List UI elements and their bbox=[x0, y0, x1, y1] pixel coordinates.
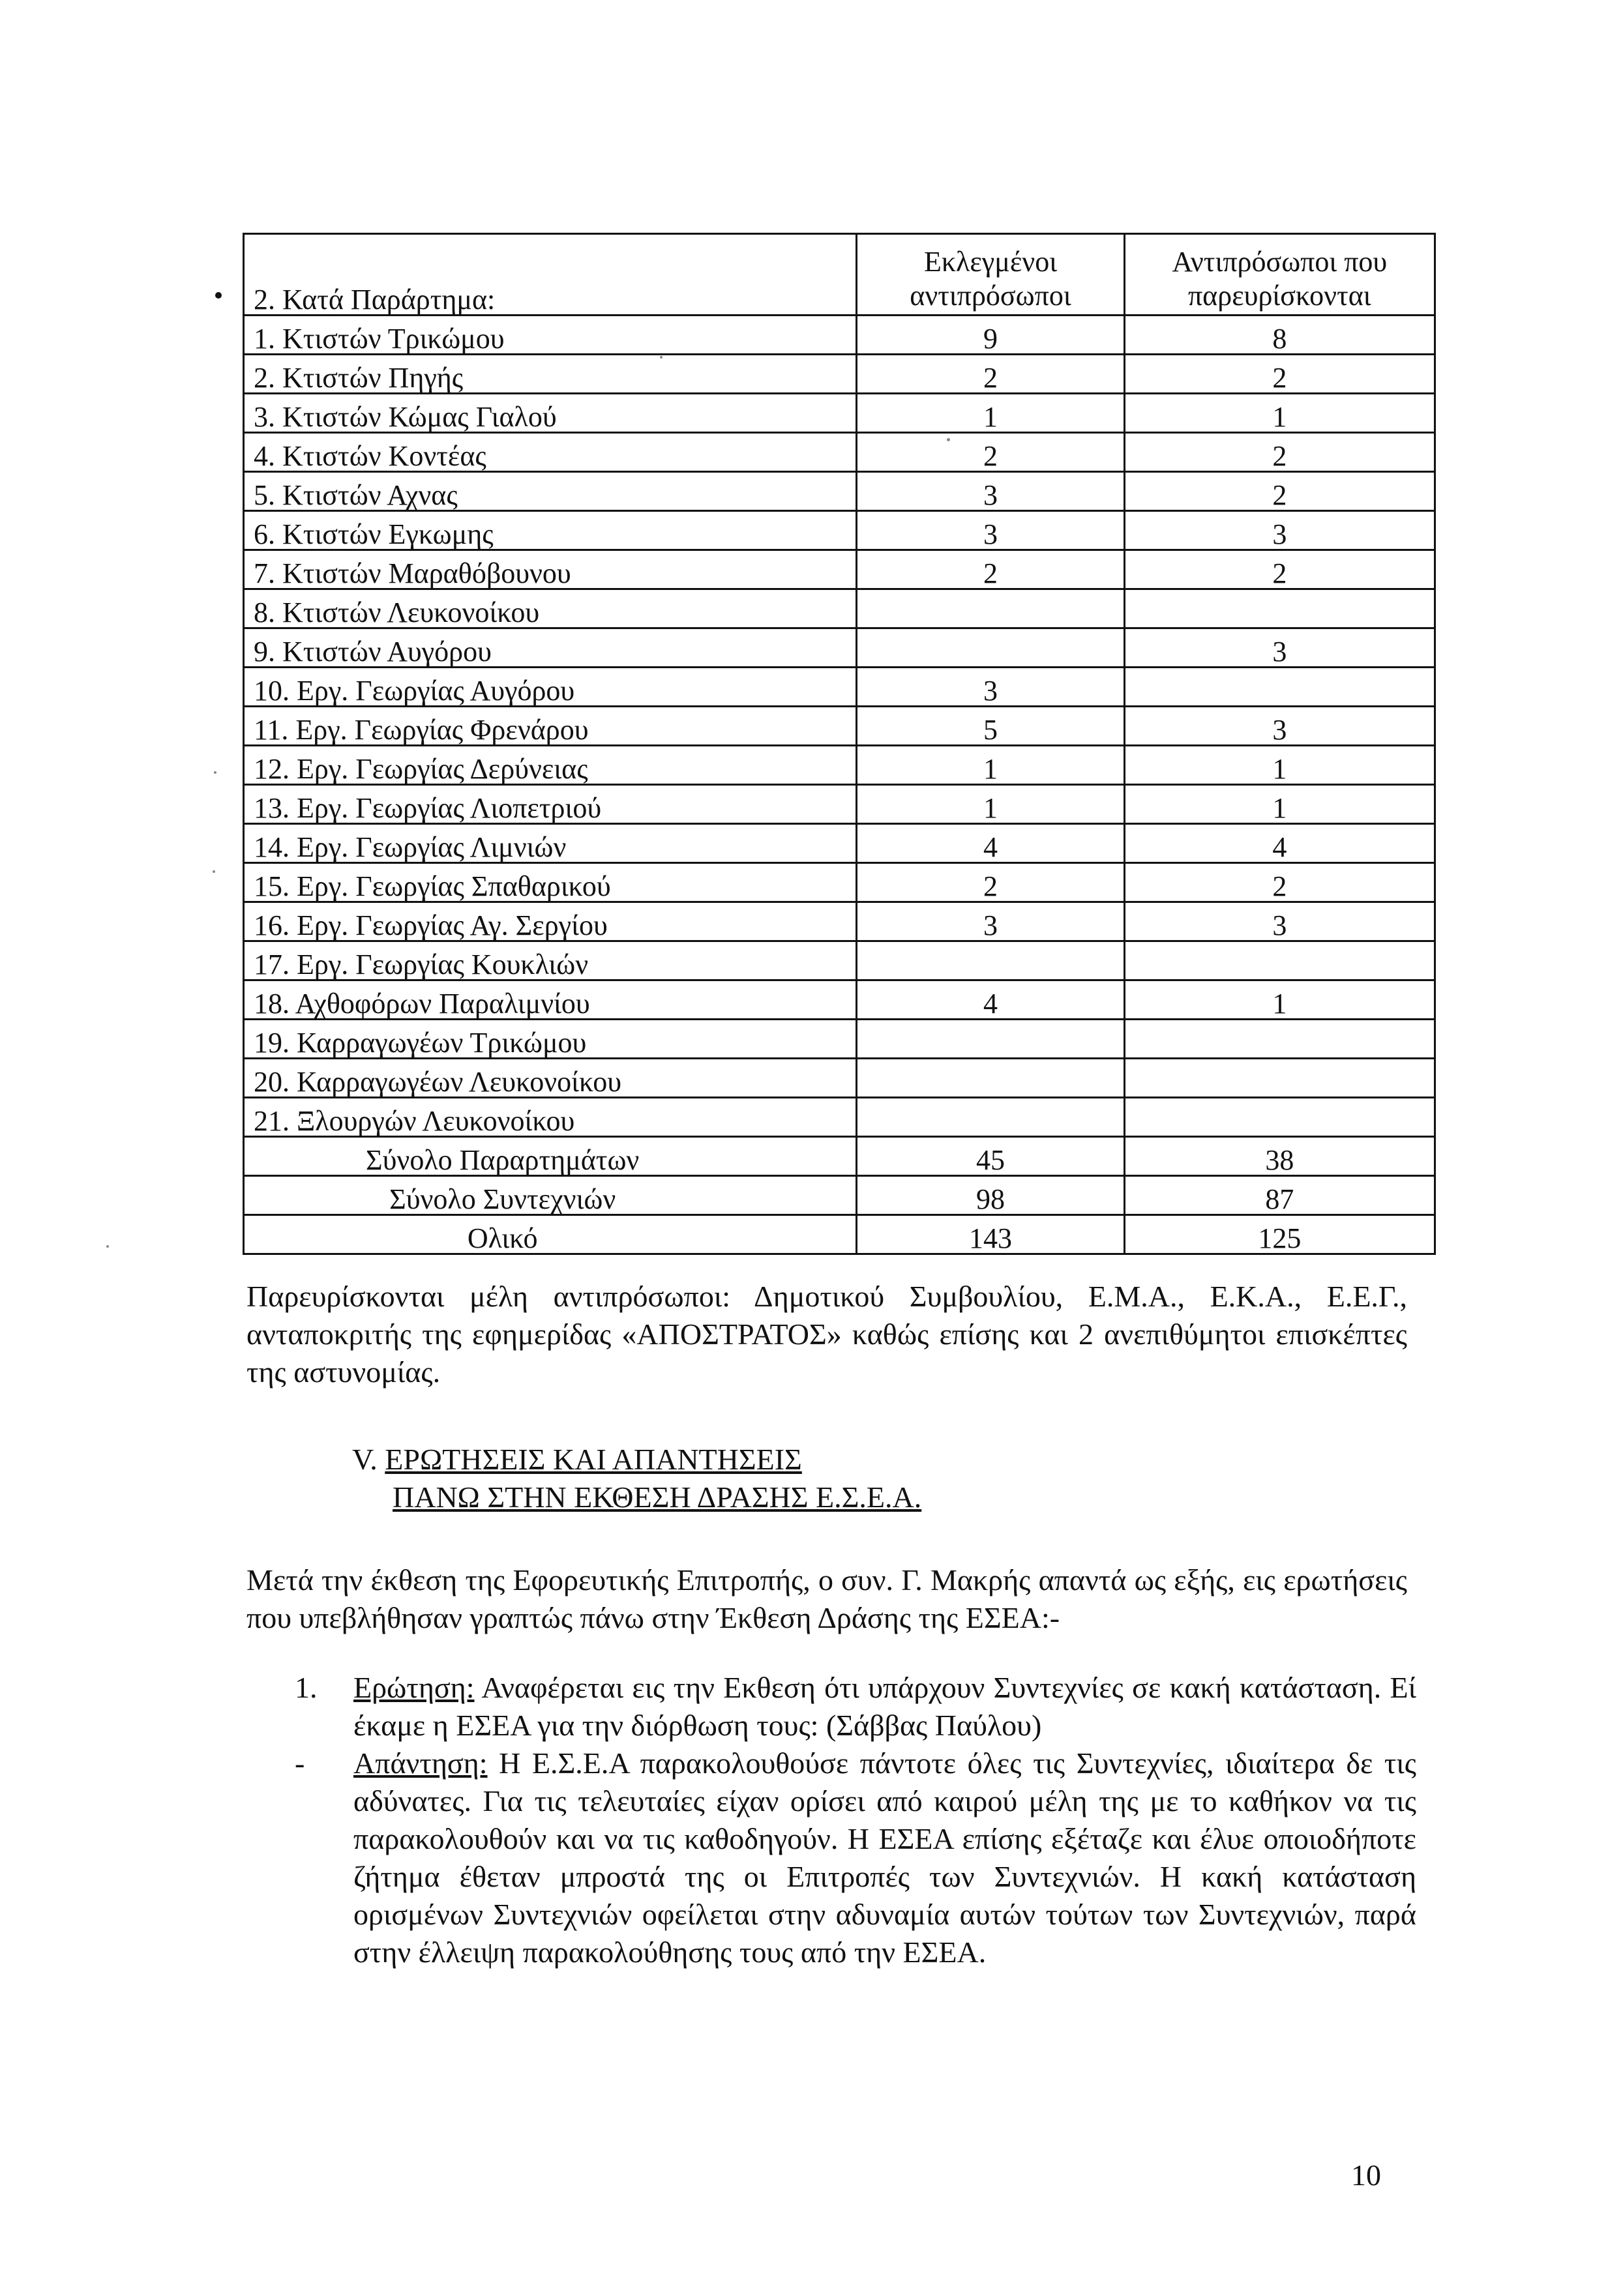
question-marker: 1. bbox=[295, 1671, 318, 1704]
row-present: 3 bbox=[1124, 628, 1435, 668]
total-row bbox=[244, 1215, 1435, 1254]
row-present bbox=[1124, 1020, 1435, 1059]
table-row bbox=[244, 316, 1435, 355]
row-label: 6. Κτιστών Εγκωμης bbox=[244, 511, 857, 550]
row-elected: 2 bbox=[857, 433, 1124, 472]
row-elected: 1 bbox=[857, 746, 1124, 785]
page-number: 10 bbox=[1351, 2158, 1381, 2192]
row-label: 12. Εργ. Γεωργίας Δερύνειας bbox=[244, 746, 857, 785]
total-elected: 143 bbox=[857, 1215, 1124, 1254]
total-present: 87 bbox=[1124, 1176, 1435, 1215]
table-row bbox=[244, 941, 1435, 980]
answer-marker: - bbox=[295, 1746, 305, 1780]
row-present: 1 bbox=[1124, 394, 1435, 433]
section-title-line1: ΕΡΩΤΗΣΕΙΣ ΚΑΙ ΑΠΑΝΤΗΣΕΙΣ bbox=[385, 1443, 802, 1476]
row-label: 18. Αχθοφόρων Παραλιμνίου bbox=[244, 980, 857, 1020]
table-row bbox=[244, 1059, 1435, 1098]
table-header-row bbox=[244, 234, 1435, 316]
row-label: 8. Κτιστών Λευκονοίκου bbox=[244, 589, 857, 628]
row-label: 20. Καρραγωγέων Λευκονοίκου bbox=[244, 1059, 857, 1098]
row-present bbox=[1124, 589, 1435, 628]
row-present: 3 bbox=[1124, 511, 1435, 550]
question-text: Αναφέρεται εις την Εκθεση ότι υπάρχουν Συντεχνίες σε κακή κατάσταση. Εί έκαμε η ΕΣΕΑ για την διόρθωση τους: (Σάββας Παύλου) bbox=[353, 1671, 1416, 1742]
row-elected bbox=[857, 628, 1124, 668]
question-label: Ερώτηση: bbox=[353, 1671, 475, 1704]
row-elected bbox=[857, 589, 1124, 628]
table-row bbox=[244, 550, 1435, 589]
row-present bbox=[1124, 941, 1435, 980]
row-elected: 2 bbox=[857, 355, 1124, 394]
row-present: 2 bbox=[1124, 355, 1435, 394]
row-elected: 1 bbox=[857, 394, 1124, 433]
table-row bbox=[244, 394, 1435, 433]
row-present: 1 bbox=[1124, 746, 1435, 785]
row-present: 2 bbox=[1124, 550, 1435, 589]
row-label: 15. Εργ. Γεωργίας Σπαθαρικού bbox=[244, 863, 857, 902]
row-label: 4. Κτιστών Κοντέας bbox=[244, 433, 857, 472]
table-row bbox=[244, 785, 1435, 824]
table-row bbox=[244, 628, 1435, 668]
row-elected: 3 bbox=[857, 511, 1124, 550]
table-row bbox=[244, 980, 1435, 1020]
table-row bbox=[244, 668, 1435, 707]
row-elected: 3 bbox=[857, 668, 1124, 707]
scan-speck bbox=[947, 438, 950, 441]
row-label: 11. Εργ. Γεωργίας Φρενάρου bbox=[244, 707, 857, 746]
row-present: 1 bbox=[1124, 980, 1435, 1020]
total-row bbox=[244, 1176, 1435, 1215]
row-label: 7. Κτιστών Μαραθόβουνου bbox=[244, 550, 857, 589]
row-elected: 2 bbox=[857, 550, 1124, 589]
row-elected: 5 bbox=[857, 707, 1124, 746]
row-present: 3 bbox=[1124, 902, 1435, 941]
section-number: V. bbox=[352, 1443, 378, 1476]
row-label: 21. Ξλουργών Λευκονοίκου bbox=[244, 1098, 857, 1137]
row-present bbox=[1124, 1098, 1435, 1137]
intro-paragraph: Μετά την έκθεση της Εφορευτικής Επιτροπής, ο συν. Γ. Μακρής απαντά ως εξής, εις ερωτήσεις που υπεβλήθησαν γραπτώς πάνω στην Έκθεση Δράσης της ΕΣΕΑ:- bbox=[246, 1563, 1407, 1634]
row-elected: 9 bbox=[857, 316, 1124, 355]
row-label: 3. Κτιστών Κώμας Γιαλού bbox=[244, 394, 857, 433]
total-present: 125 bbox=[1124, 1215, 1435, 1254]
row-label: 16. Εργ. Γεωργίας Αγ. Σεργίου bbox=[244, 902, 857, 941]
row-present: 8 bbox=[1124, 316, 1435, 355]
attendance-note: Παρευρίσκονται μέλη αντιπρόσωποι: Δημοτικού Συμβουλίου, Ε.Μ.Α., Ε.Κ.Α., Ε.Ε.Γ., ανταποκριτής της εφημερίδας «ΑΠΟΣΤΡΑΤΟΣ» καθώς επίσης και 2 ανεπιθύμητοι επισκέπτες της αστυνομίας. bbox=[246, 1280, 1407, 1389]
header-elected: Εκλεγμένοι αντιπρόσωποι bbox=[857, 234, 1124, 316]
table-row bbox=[244, 433, 1435, 472]
total-present: 38 bbox=[1124, 1137, 1435, 1176]
section-title-line2: ΠΑΝΩ ΣΤΗΝ ΕΚΘΕΣΗ ΔΡΑΣΗΣ Ε.Σ.Ε.Α. bbox=[393, 1480, 922, 1514]
header-present: Αντιπρόσωποι που παρευρίσκονται bbox=[1124, 234, 1435, 316]
bullet-mark bbox=[215, 292, 222, 299]
row-elected: 3 bbox=[857, 902, 1124, 941]
row-present bbox=[1124, 668, 1435, 707]
table-row bbox=[244, 746, 1435, 785]
row-elected: 3 bbox=[857, 472, 1124, 511]
total-label: Σύνολο Συντεχνιών bbox=[244, 1176, 857, 1215]
row-label: 13. Εργ. Γεωργίας Λιοπετριού bbox=[244, 785, 857, 824]
row-label: 1. Κτιστών Τρικώμου bbox=[244, 316, 857, 355]
representatives-table bbox=[243, 233, 1436, 1255]
row-label: 19. Καρραγωγέων Τρικώμου bbox=[244, 1020, 857, 1059]
table-row bbox=[244, 511, 1435, 550]
total-elected: 45 bbox=[857, 1137, 1124, 1176]
row-elected: 4 bbox=[857, 824, 1124, 863]
row-label: 17. Εργ. Γεωργίας Κουκλιών bbox=[244, 941, 857, 980]
row-label: 9. Κτιστών Αυγόρου bbox=[244, 628, 857, 668]
row-elected bbox=[857, 1098, 1124, 1137]
table-row bbox=[244, 1020, 1435, 1059]
table-row bbox=[244, 824, 1435, 863]
row-present: 4 bbox=[1124, 824, 1435, 863]
row-elected: 2 bbox=[857, 863, 1124, 902]
row-elected bbox=[857, 941, 1124, 980]
row-elected: 1 bbox=[857, 785, 1124, 824]
total-label: Σύνολο Παραρτημάτων bbox=[244, 1137, 857, 1176]
answer-label: Απάντηση: bbox=[353, 1746, 488, 1780]
answer-text: Η Ε.Σ.Ε.Α παρακολουθούσε πάντοτε όλες τις Συντεχνίες, ιδιαίτερα δε τις αδύνατες. Για τις τελευταίες είχαν ορίσει από καιρού μέλη της με το καθήκον να τις παρακολουθούν και να τις καθοδηγούν. Η ΕΣΕΑ επίσης εξέταζε και έλυε οποιοδήποτε ζήτημα έθεταν μπροστά της οι Επιτροπές των Συντεχνιών. Η κακή κατάσταση ορισμένων Συντεχνιών οφείλεται στην αδυναμία αυτών τούτων των Συντεχνιών, παρά στην έλλειψη παρακολούθησης τους από την ΕΣΕΑ. bbox=[353, 1746, 1416, 1969]
row-label: 2. Κτιστών Πηγής bbox=[244, 355, 857, 394]
table-row bbox=[244, 707, 1435, 746]
table-row bbox=[244, 902, 1435, 941]
total-elected: 98 bbox=[857, 1176, 1124, 1215]
scan-speck bbox=[214, 771, 216, 774]
table-row bbox=[244, 355, 1435, 394]
scan-speck bbox=[213, 870, 215, 873]
row-present: 2 bbox=[1124, 472, 1435, 511]
answer-item bbox=[295, 1744, 1416, 1971]
row-elected bbox=[857, 1020, 1124, 1059]
table-row bbox=[244, 863, 1435, 902]
table-row bbox=[244, 472, 1435, 511]
table-row bbox=[244, 1098, 1435, 1137]
row-present: 1 bbox=[1124, 785, 1435, 824]
row-label: 14. Εργ. Γεωργίας Λιμνιών bbox=[244, 824, 857, 863]
row-elected: 4 bbox=[857, 980, 1124, 1020]
scan-speck bbox=[106, 1245, 109, 1248]
question-item bbox=[295, 1669, 1416, 1744]
table-row bbox=[244, 589, 1435, 628]
row-label: 10. Εργ. Γεωργίας Αυγόρου bbox=[244, 668, 857, 707]
row-present: 2 bbox=[1124, 433, 1435, 472]
total-label: Ολικό bbox=[244, 1215, 857, 1254]
row-present bbox=[1124, 1059, 1435, 1098]
row-present: 3 bbox=[1124, 707, 1435, 746]
header-branch: 2. Κατά Παράρτημα: bbox=[244, 234, 857, 316]
section-heading bbox=[352, 1441, 921, 1516]
row-label: 5. Κτιστών Αχνας bbox=[244, 472, 857, 511]
scan-speck bbox=[660, 356, 663, 359]
total-row bbox=[244, 1137, 1435, 1176]
row-elected bbox=[857, 1059, 1124, 1098]
row-present: 2 bbox=[1124, 863, 1435, 902]
